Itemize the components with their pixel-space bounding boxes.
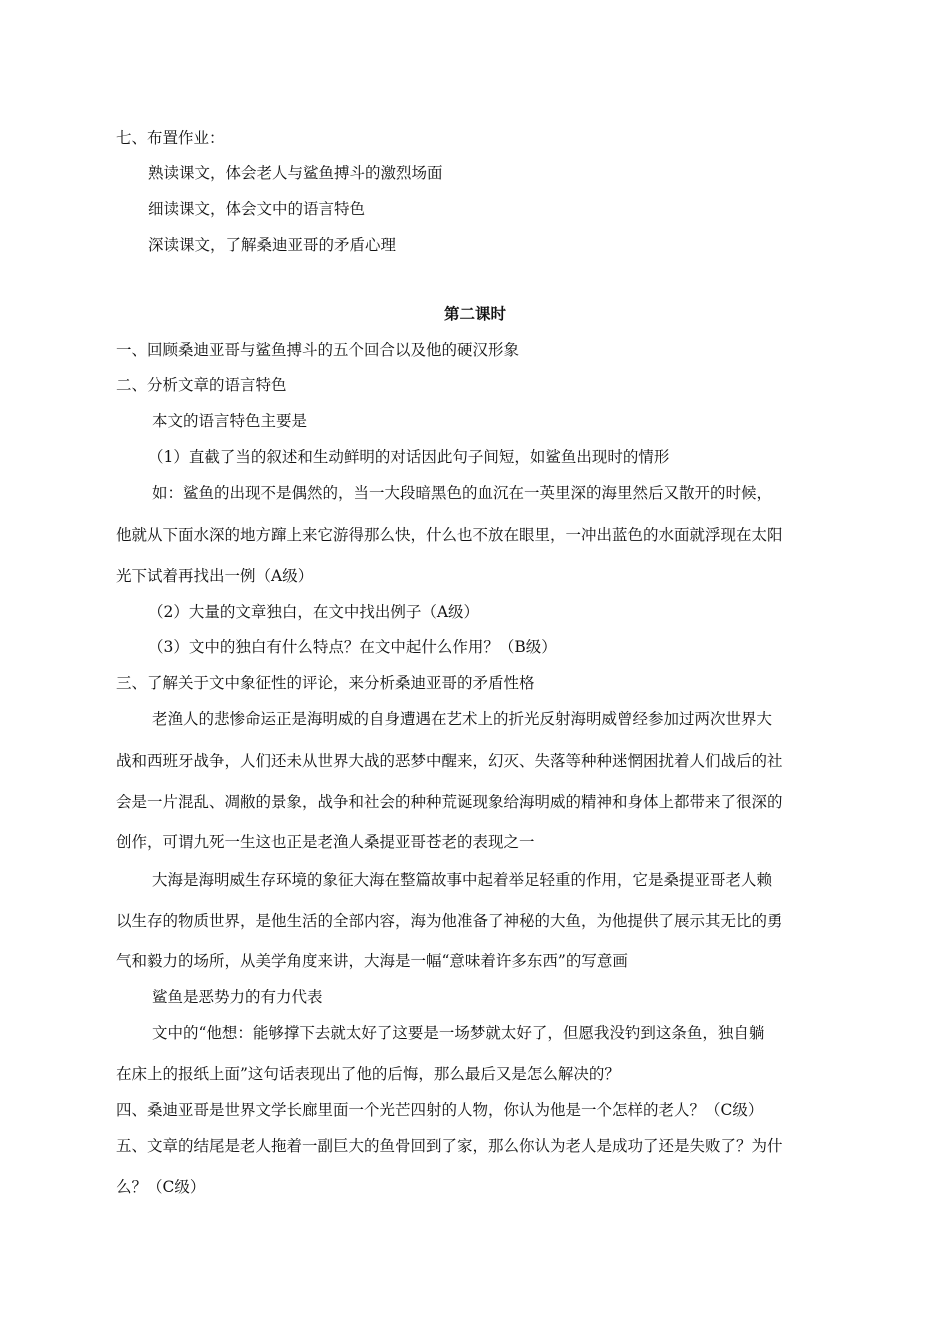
- section-heading-2: 二、分析文章的语言特色: [116, 376, 287, 394]
- paragraph-line: 如：鲨鱼的出现不是偶然的，当一大段暗黑色的血沉在一英里深的海里然后又散开的时候，: [152, 484, 773, 502]
- section-heading-4: 四、桑迪亚哥是世界文学长廊里面一个光芒四射的人物，你认为他是一个怎样的老人？（C级）: [116, 1101, 764, 1119]
- paragraph-line: 他就从下面水深的地方蹿上来它游得那么快，什么也不放在眼里，一冲出蓝色的水面就浮现在太阳: [116, 526, 783, 544]
- paragraph-line: 文中的“他想：能够撑下去就太好了这要是一场梦就太好了，但愿我没钓到这条鱼，独自躺: [152, 1024, 765, 1042]
- paragraph-line: 战和西班牙战争，人们还未从世界大战的恶梦中醒来，幻灭、失落等种种迷惘困扰着人们战后的社: [116, 752, 783, 770]
- paragraph-line: 么？（C级）: [116, 1178, 206, 1196]
- paragraph-line: 在床上的报纸上面”这句话表现出了他的后悔，那么最后又是怎么解决的？: [116, 1065, 620, 1083]
- homework-item: 深读课文，了解桑迪亚哥的矛盾心理: [148, 236, 397, 254]
- homework-heading: 七、布置作业：: [116, 129, 225, 147]
- paragraph: 鲨鱼是恶势力的有力代表: [152, 988, 323, 1006]
- section-heading-3: 三、了解关于文中象征性的评论，来分析桑迪亚哥的矛盾性格: [116, 674, 535, 692]
- paragraph-line: 光下试着再找出一例（A级）: [116, 567, 314, 585]
- homework-item: 细读课文，体会文中的语言特色: [148, 200, 366, 218]
- list-item: （1）直截了当的叙述和生动鲜明的对话因此句子间短，如鲨鱼出现时的情形: [148, 448, 670, 466]
- lesson-title: 第二课时: [443, 304, 506, 323]
- paragraph-line: 老渔人的悲惨命运正是海明威的自身遭遇在艺术上的折光反射海明威曾经参加过两次世界大: [152, 710, 773, 728]
- paragraph-line: 以生存的物质世界，是他生活的全部内容，海为他准备了神秘的大鱼，为他提供了展示其无比的勇: [116, 912, 783, 930]
- homework-item: 熟读课文，体会老人与鲨鱼搏斗的激烈场面: [148, 164, 443, 182]
- list-item: （3）文中的独白有什么特点？在文中起什么作用？（B级）: [148, 638, 557, 656]
- paragraph-line: 大海是海明威生存环境的象征大海在整篇故事中起着举足轻重的作用，它是桑提亚哥老人赖: [152, 871, 773, 889]
- paragraph: 本文的语言特色主要是: [152, 412, 308, 430]
- paragraph-line: 气和毅力的场所，从美学角度来讲，大海是一幅“意味着许多东西”的写意画: [116, 952, 628, 970]
- paragraph-line: 会是一片混乱、凋敝的景象，战争和社会的种种荒诞现象给海明威的精神和身体上都带来了很深的: [116, 793, 783, 811]
- paragraph-line: 创作，可谓九死一生这也正是老渔人桑提亚哥苍老的表现之一: [116, 833, 535, 851]
- section-heading-5: 五、文章的结尾是老人拖着一副巨大的鱼骨回到了家，那么你认为老人是成功了还是失败了？为什: [116, 1137, 783, 1155]
- list-item: （2）大量的文章独白，在文中找出例子（A级）: [148, 603, 480, 621]
- section-heading-1: 一、回顾桑迪亚哥与鲨鱼搏斗的五个回合以及他的硬汉形象: [116, 341, 520, 359]
